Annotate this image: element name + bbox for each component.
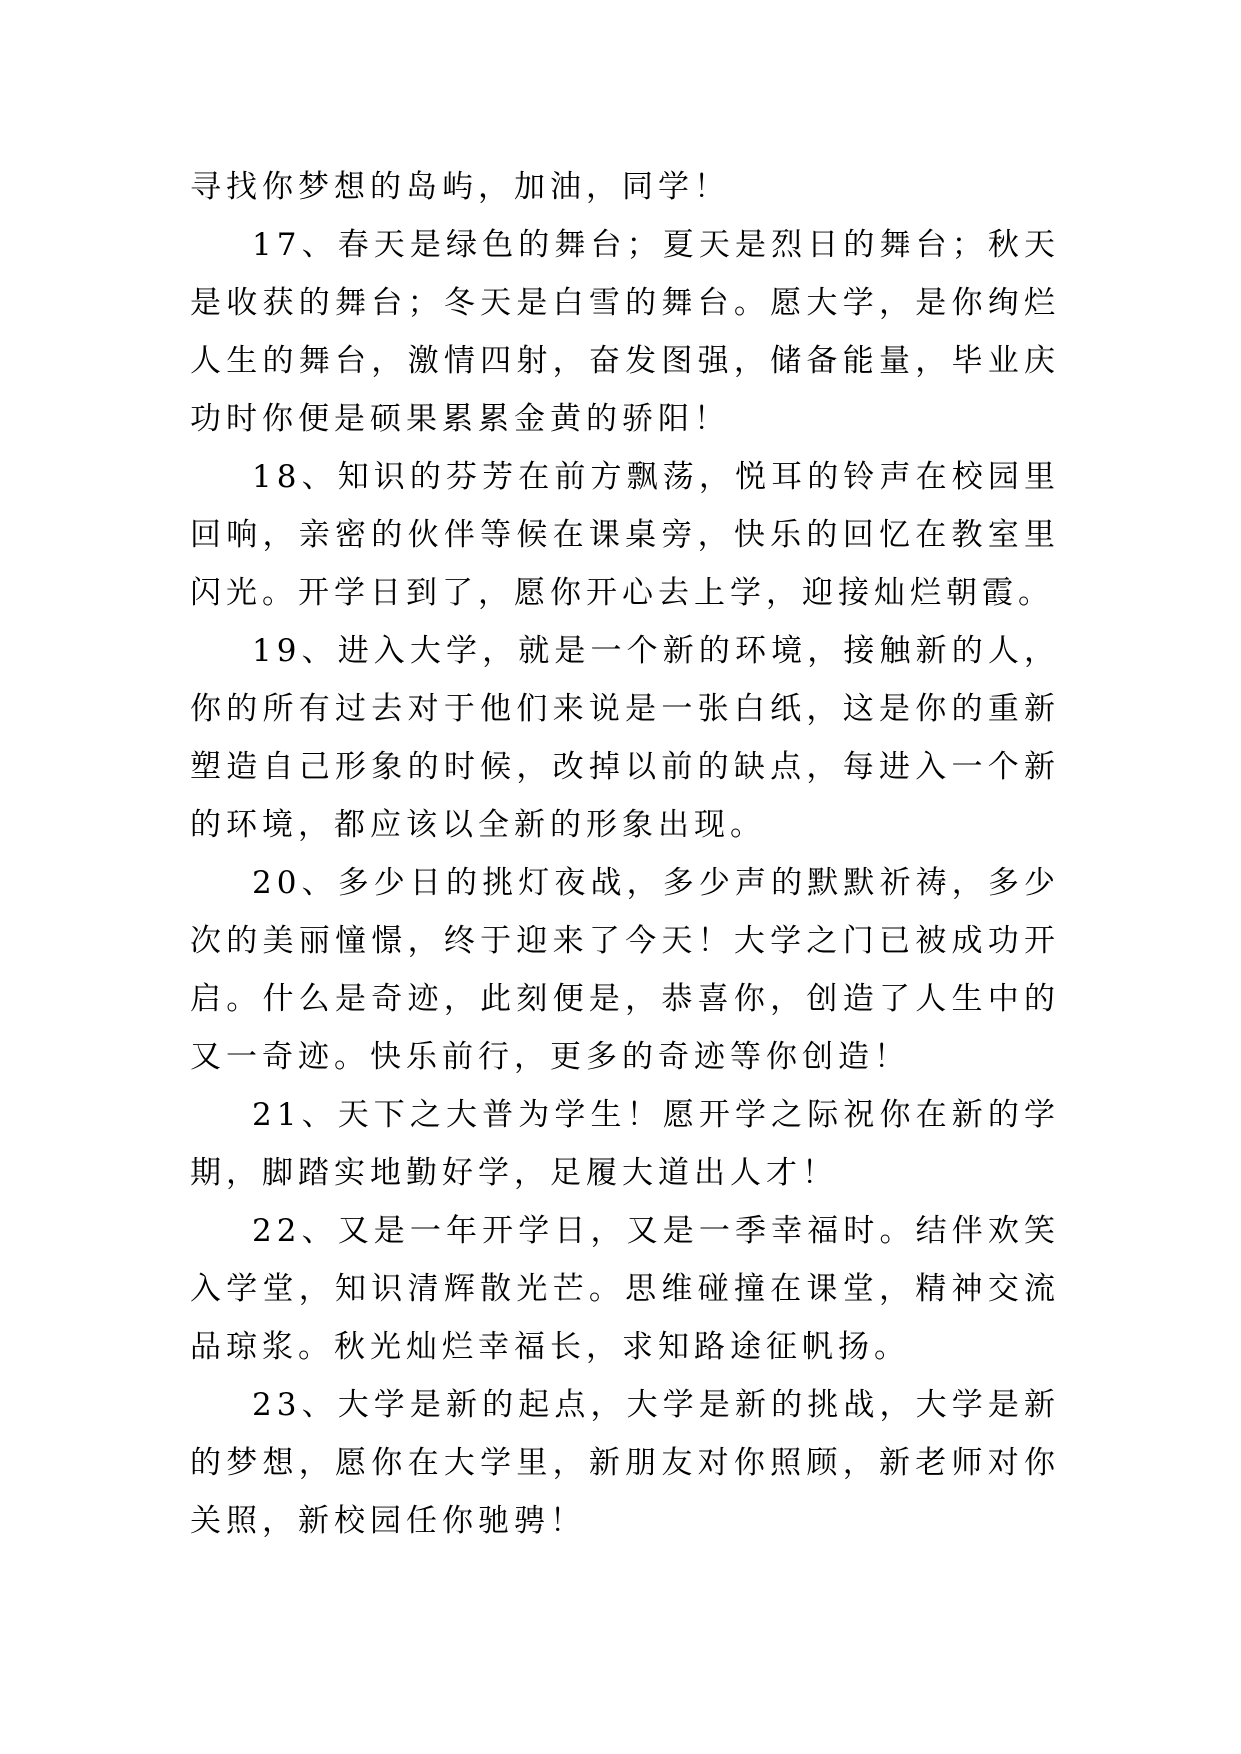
- paragraph-21: 21、天下之大普为学生！愿开学之际祝你在新的学期，脚踏实地勤好学，足履大道出人才！: [190, 1097, 1060, 1191]
- document-body: [190, 158, 1060, 1550]
- paragraph-23: 23、大学是新的起点，大学是新的挑战，大学是新的梦想，愿你在大学里，新朋友对你照顾，新老师对你关照，新校园任你驰骋！: [190, 1387, 1060, 1539]
- paragraph-16-continuation: 寻找你梦想的岛屿，加油，同学！: [190, 169, 730, 205]
- paragraph-22: 22、又是一年开学日，又是一季幸福时。结伴欢笑入学堂，知识清辉散光芒。思维碰撞在课堂，精神交流品琼浆。秋光灿烂幸福长，求知路途征帆扬。: [190, 1213, 1060, 1365]
- paragraph-19: 19、进入大学，就是一个新的环境，接触新的人，你的所有过去对于他们来说是一张白纸，这是你的重新塑造自己形象的时候，改掉以前的缺点，每进入一个新的环境，都应该以全新的形象出现。: [190, 633, 1060, 843]
- paragraph-18: 18、知识的芬芳在前方飘荡，悦耳的铃声在校园里回响，亲密的伙伴等候在课桌旁，快乐的回忆在教室里闪光。开学日到了，愿你开心去上学，迎接灿烂朝霞。: [190, 459, 1060, 611]
- paragraph-20: 20、多少日的挑灯夜战，多少声的默默祈祷，多少次的美丽憧憬，终于迎来了今天！大学之门已被成功开启。什么是奇迹，此刻便是，恭喜你，创造了人生中的又一奇迹。快乐前行，更多的奇迹等你创造！: [190, 865, 1060, 1075]
- paragraph-17: 17、春天是绿色的舞台；夏天是烈日的舞台；秋天是收获的舞台；冬天是白雪的舞台。愿大学，是你绚烂人生的舞台，激情四射，奋发图强，储备能量，毕业庆功时你便是硕果累累金黄的骄阳！: [190, 227, 1060, 437]
